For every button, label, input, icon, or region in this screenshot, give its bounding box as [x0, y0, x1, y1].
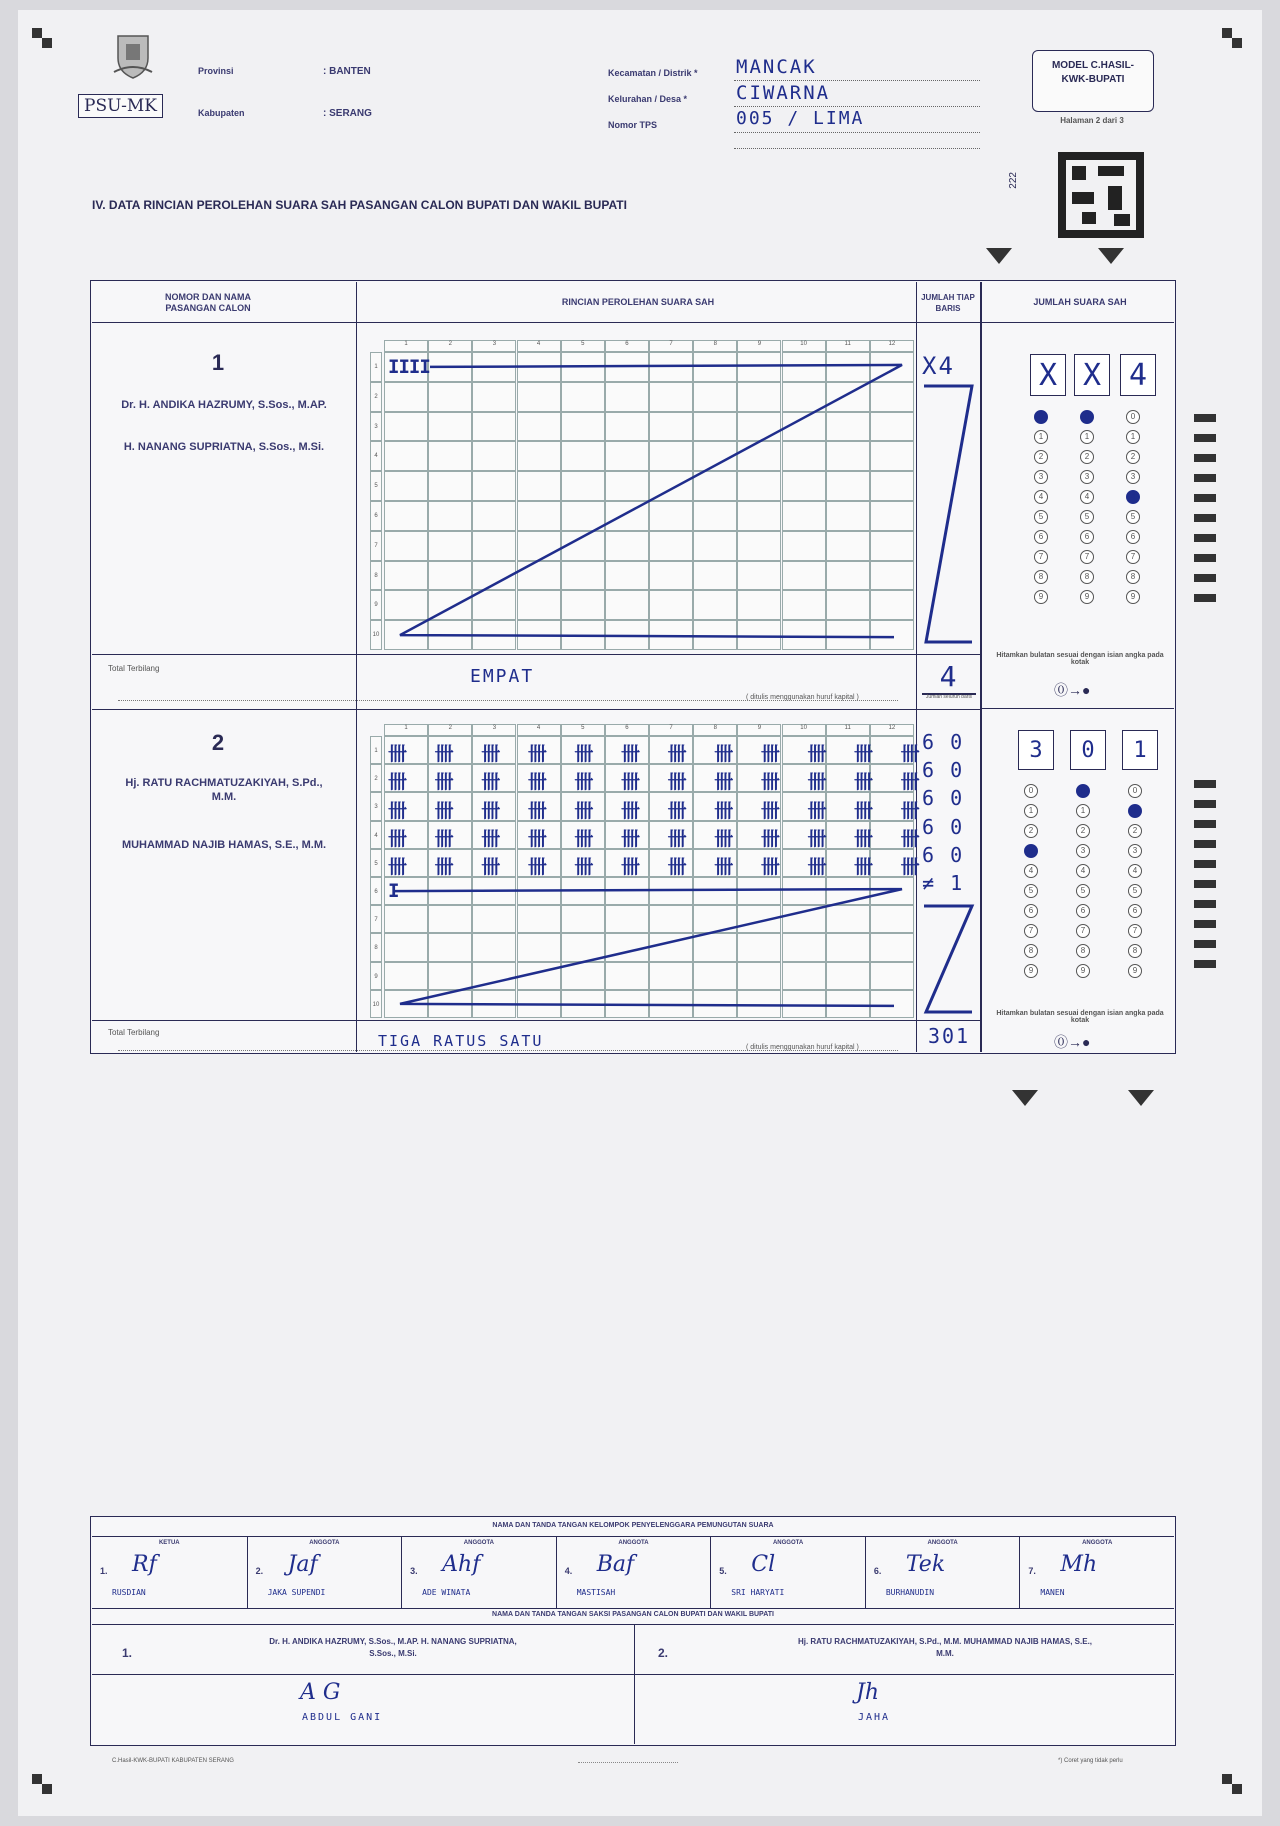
candidate-1-name-2: H. NANANG SUPRIATNA, S.Sos., M.Si.: [123, 441, 325, 453]
tally-marks: 卌 卌 卌 卌 卌 卌 卌 卌 卌 卌 卌 卌: [388, 799, 919, 822]
kpps-signature: Cl: [751, 1552, 776, 1577]
bubble-example: ⓪→●: [1054, 682, 1091, 698]
digit-bubble[interactable]: 3: [1076, 844, 1090, 858]
candidate-2-bubble-grid: [1024, 784, 1164, 984]
digit-bubble[interactable]: 3: [1080, 470, 1094, 484]
digit-bubble[interactable]: 7: [1024, 924, 1038, 938]
alignment-triangle: [1128, 1090, 1154, 1106]
candidate-2-tally-grid: [370, 724, 919, 1018]
timing-mark: [1194, 880, 1216, 888]
col-header-rincian: RINCIAN PEROLEHAN SUARA SAH: [561, 297, 715, 307]
form-paper: [18, 10, 1262, 1816]
digit-bubble[interactable]: 4: [1076, 864, 1090, 878]
timing-mark: [1194, 434, 1216, 442]
tally-marks: IIII: [388, 355, 430, 378]
col-header-jumlah-suara: JUMLAH SUARA SAH: [1033, 297, 1127, 307]
tally-marks: 卌 卌 卌 卌 卌 卌 卌 卌 卌 卌 卌 卌: [388, 743, 919, 766]
kpps-number: 5.: [719, 1566, 727, 1576]
digit-bubble[interactable]: 1: [1024, 804, 1038, 818]
kpps-role: ANGGOTA: [772, 1540, 804, 1546]
saksi-1-signature: A G: [300, 1680, 341, 1705]
grid-col-number: 1: [384, 340, 428, 352]
digit-bubble[interactable]: 4: [1126, 490, 1140, 504]
digit-text: 3: [1029, 737, 1043, 763]
digit-bubble[interactable]: 8: [1034, 570, 1048, 584]
tps-underline-2: [734, 148, 980, 149]
grid-row-number: 6: [370, 877, 382, 905]
digit-bubble[interactable]: 0: [1076, 784, 1090, 798]
saksi-2-pair: Hj. RATU RACHMATUZAKIYAH, S.Pd., M.M. MUHAMMAD NAJIB HAMAS, S.E., M.M.: [797, 1637, 1093, 1658]
kpps-role: KETUA: [158, 1540, 180, 1546]
kpps-signature-cell: [865, 1536, 1020, 1608]
saksi-name-divider: [92, 1674, 1174, 1675]
digit-bubble[interactable]: 4: [1024, 864, 1038, 878]
candidate-1-total-row: [92, 654, 980, 710]
timing-mark: [1194, 534, 1216, 542]
kpps-signature: Tek: [905, 1552, 946, 1577]
saksi-title: NAMA DAN TANDA TANGAN SAKSI PASANGAN CALON BUPATI DAN WAKIL BUPATI: [492, 1611, 774, 1618]
timing-marks: [1194, 780, 1216, 990]
digit-bubble[interactable]: 3: [1024, 844, 1038, 858]
digit-bubble[interactable]: 2: [1034, 450, 1048, 464]
qr-code: [1058, 152, 1144, 238]
tps-value: 005 / LIMA: [736, 108, 865, 129]
digit-bubble[interactable]: 0: [1024, 784, 1038, 798]
kpps-number: 1.: [100, 1566, 108, 1576]
digit-bubble[interactable]: 2: [1076, 824, 1090, 838]
candidate-2-name-1: Hj. RATU RACHMATUZAKIYAH, S.Pd., M.M.: [125, 777, 323, 803]
candidate-1-digit-units: [1120, 354, 1156, 396]
row-total: 6 0: [922, 842, 965, 867]
digit-bubble[interactable]: 7: [1034, 550, 1048, 564]
grid-row-number: 8: [370, 561, 382, 591]
candidate-1-bubble-hint: Hitamkan bulatan sesuai dengan isian angka pada kotak: [996, 652, 1164, 666]
kpps-role: ANGGOTA: [463, 1540, 495, 1546]
kpps-signature: Jaf: [287, 1552, 318, 1577]
grid-col-number: 3: [472, 724, 516, 736]
kpps-name: JAKA SUPENDI: [267, 1588, 326, 1597]
digit-bubble[interactable]: 8: [1024, 944, 1038, 958]
digit-text: X: [1038, 357, 1058, 393]
grid-row-number: 3: [370, 412, 382, 442]
grid-col-number: 10: [782, 340, 826, 352]
digit-bubble[interactable]: 5: [1126, 510, 1140, 524]
kabupaten-label: Kabupaten: [198, 108, 245, 118]
digit-bubble[interactable]: 2: [1024, 824, 1038, 838]
digit-bubble[interactable]: 5: [1034, 510, 1048, 524]
candidate-1-name-1: Dr. H. ANDIKA HAZRUMY, S.Sos., M.AP.: [121, 399, 327, 411]
tally-marks: 卌 卌 卌 卌 卌 卌 卌 卌 卌 卌 卌 卌: [388, 855, 919, 878]
grid-row-number: 7: [370, 531, 382, 561]
qr-code-number: 222: [1008, 172, 1019, 189]
kpps-number: 4.: [564, 1566, 573, 1576]
row-total: 6 0: [922, 814, 965, 839]
grid-row-number: 5: [370, 471, 382, 501]
digit-bubble[interactable]: 2: [1080, 450, 1094, 464]
tally-z-strike: [370, 340, 914, 650]
candidate-2-divider: [980, 708, 1174, 709]
bubble-example: ⓪→●: [1054, 1034, 1091, 1050]
corner-mark-top-left: [32, 28, 54, 50]
alignment-triangle: [1012, 1090, 1038, 1106]
grid-col-number: 5: [561, 340, 605, 352]
kpps-name: MANEN: [1040, 1588, 1065, 1597]
grid-row-number: 6: [370, 501, 382, 531]
col-header-candidate: NOMOR DAN NAMA PASANGAN CALON: [165, 292, 251, 313]
digit-bubble[interactable]: 7: [1126, 550, 1140, 564]
saksi-1-name: ABDUL GANI: [302, 1712, 383, 1723]
timing-mark: [1194, 554, 1216, 562]
kpps-signature-row: [92, 1536, 1174, 1608]
digit-bubble[interactable]: 0: [1128, 784, 1142, 798]
digit-bubble[interactable]: 7: [1080, 550, 1094, 564]
digit-bubble[interactable]: 6: [1076, 904, 1090, 918]
grid-row-number: 4: [370, 821, 382, 849]
timing-mark: [1194, 414, 1216, 422]
digit-bubble[interactable]: 7: [1076, 924, 1090, 938]
digit-bubble[interactable]: 3: [1034, 470, 1048, 484]
candidate-1-total-label: Total Terbilang: [108, 664, 160, 673]
grid-row-number: 2: [370, 382, 382, 412]
grid-col-number: 12: [870, 340, 914, 352]
row-total: 6 0: [922, 786, 965, 811]
kpps-role: ANGGOTA: [927, 1540, 958, 1546]
saksi-title-divider-2: [92, 1624, 1174, 1625]
grid-col-number: 5: [561, 724, 605, 736]
kpps-signature-cell: [247, 1536, 402, 1608]
digit-bubble[interactable]: 8: [1080, 570, 1094, 584]
kpps-name: BURHANUDIN: [885, 1588, 935, 1597]
digit-bubble[interactable]: 2: [1126, 450, 1140, 464]
candidate-2-total-label: Total Terbilang: [108, 1028, 160, 1037]
digit-bubble[interactable]: 9: [1034, 590, 1048, 604]
digit-text: X: [1082, 357, 1102, 393]
grid-row-number: 9: [370, 962, 382, 990]
timing-mark: [1194, 594, 1216, 602]
grid-row-number: 4: [370, 441, 382, 471]
kpps-number: 7.: [1028, 1566, 1036, 1576]
kpps-signature-cell: [1019, 1536, 1174, 1608]
grid-col-number: 2: [428, 340, 472, 352]
digit-text: 0: [1081, 737, 1095, 763]
candidate-2-z-strike-totals: [918, 900, 978, 1018]
grid-row-number: 10: [370, 620, 382, 650]
grid-col-number: 6: [605, 724, 649, 736]
grid-row-number: 10: [370, 990, 382, 1018]
tally-marks: 卌 卌 卌 卌 卌 卌 卌 卌 卌 卌 卌 卌: [388, 827, 919, 850]
digit-bubble[interactable]: 9: [1128, 964, 1142, 978]
grid-col-number: 10: [782, 724, 826, 736]
digit-bubble[interactable]: 0: [1034, 410, 1048, 424]
grid-col-number: 6: [605, 340, 649, 352]
candidate-2-total-words: TIGA RATUS SATU: [378, 1032, 544, 1050]
timing-mark: [1194, 900, 1216, 908]
digit-bubble[interactable]: 6: [1128, 904, 1142, 918]
kpps-name: MASTISAH: [576, 1588, 616, 1597]
kelurahan-underline: [734, 106, 980, 107]
grid-col-number: 1: [384, 724, 428, 736]
saksi-2-signature: Jh: [856, 1680, 879, 1705]
timing-mark: [1194, 960, 1216, 968]
alignment-triangle: [986, 248, 1012, 264]
grid-row-number: 1: [370, 736, 382, 764]
grid-row-number: 7: [370, 905, 382, 933]
kpps-signature: Baf: [596, 1552, 635, 1577]
tally-marks: I: [388, 880, 399, 903]
digit-bubble[interactable]: 9: [1080, 590, 1094, 604]
tally-z-strike: [370, 724, 914, 1018]
digit-bubble[interactable]: 1: [1034, 430, 1048, 444]
kpps-name: RUSDIAN: [112, 1588, 146, 1597]
kpps-number: 3.: [410, 1566, 418, 1576]
tps-underline: [734, 132, 980, 133]
kpps-signature: Ahf: [442, 1552, 481, 1577]
kpps-title: NAMA DAN TANDA TANGAN KELOMPOK PENYELENGGARA PEMUNGUTAN SUARA: [492, 1522, 774, 1529]
grid-row-number: 5: [370, 849, 382, 877]
kpps-role: ANGGOTA: [618, 1540, 649, 1546]
candidate-1-z-strike-totals: [918, 380, 978, 650]
corner-mark-top-right: [1222, 28, 1244, 50]
grid-col-number: 7: [649, 724, 693, 736]
kpps-role: ANGGOTA: [1082, 1540, 1113, 1546]
candidate-1-total-hint: ( ditulis menggunakan huruf kapital ): [746, 694, 859, 701]
kpps-name: ADE WINATA: [422, 1588, 471, 1597]
candidate-1-total-line: [118, 700, 898, 701]
grid-col-number: 7: [649, 340, 693, 352]
saksi-mid-divider: [634, 1624, 635, 1744]
kpps-name: SRI HARYATI: [731, 1588, 785, 1597]
corner-mark-bottom-right: [1222, 1774, 1244, 1796]
digit-bubble[interactable]: 6: [1126, 530, 1140, 544]
digit-bubble[interactable]: 3: [1128, 844, 1142, 858]
alignment-triangle: [1098, 248, 1124, 264]
saksi-title-divider: [92, 1608, 1174, 1609]
kpps-signature-cell: [710, 1536, 865, 1608]
grid-row-number: 3: [370, 792, 382, 820]
digit-bubble[interactable]: 8: [1126, 570, 1140, 584]
row-total: 6 0: [922, 730, 965, 754]
grid-row-number: 2: [370, 764, 382, 792]
candidate-1-total-number: 4: [922, 660, 976, 695]
candidate-2-digit-hundreds: [1018, 730, 1054, 770]
kpps-signature-cell: [401, 1536, 556, 1608]
emblem-logo: [110, 32, 156, 80]
digit-bubble[interactable]: 1: [1126, 430, 1140, 444]
digit-bubble[interactable]: 1: [1080, 430, 1094, 444]
timing-mark: [1194, 800, 1216, 808]
saksi-2-name: JAHA: [858, 1712, 891, 1723]
timing-mark: [1194, 940, 1216, 948]
grid-col-number: 4: [517, 724, 561, 736]
candidate-1-total-words: EMPAT: [470, 666, 535, 687]
digit-bubble[interactable]: 8: [1076, 944, 1090, 958]
kabupaten-value: : SERANG: [323, 108, 372, 119]
timing-mark: [1194, 474, 1216, 482]
timing-mark: [1194, 574, 1216, 582]
kelurahan-label: Kelurahan / Desa *: [608, 94, 688, 104]
digit-bubble[interactable]: 0: [1080, 410, 1094, 424]
kpps-number: 2.: [255, 1566, 264, 1576]
kelurahan-value: CIWARNA: [736, 82, 831, 104]
digit-bubble[interactable]: 1: [1076, 804, 1090, 818]
grid-row-number: 8: [370, 933, 382, 961]
digit-text: 1: [1133, 737, 1147, 763]
grid-col-number: 3: [472, 340, 516, 352]
section-title: IV. DATA RINCIAN PEROLEHAN SUARA SAH PASANGAN CALON BUPATI DAN WAKIL BUPATI: [92, 198, 627, 212]
digit-bubble[interactable]: 4: [1034, 490, 1048, 504]
digit-bubble[interactable]: 9: [1126, 590, 1140, 604]
row-total: 6 0: [922, 758, 965, 783]
kpps-number: 6.: [873, 1566, 882, 1576]
row-total: ≠ 1: [922, 871, 965, 895]
corner-mark-bottom-left: [32, 1774, 54, 1796]
provinsi-value: : BANTEN: [323, 66, 371, 77]
digit-bubble[interactable]: 4: [1080, 490, 1094, 504]
grid-col-number: 12: [870, 724, 914, 736]
digit-bubble[interactable]: 5: [1080, 510, 1094, 524]
digit-bubble[interactable]: 6: [1034, 530, 1048, 544]
col-header-jumlah-baris: JUMLAH TIAP BARIS: [921, 293, 975, 313]
grid-col-number: 2: [428, 724, 472, 736]
kpps-role: ANGGOTA: [309, 1540, 340, 1546]
grid-col-number: 9: [737, 340, 781, 352]
grid-row-number: 9: [370, 590, 382, 620]
grid-col-number: 9: [737, 724, 781, 736]
provinsi-label: Provinsi: [198, 66, 234, 76]
digit-bubble[interactable]: 8: [1128, 944, 1142, 958]
timing-mark: [1194, 514, 1216, 522]
kpps-signature: Rf: [132, 1552, 157, 1577]
grid-col-number: 4: [517, 340, 561, 352]
candidate-2-digit-units: [1122, 730, 1158, 770]
grid-col-number: 8: [693, 340, 737, 352]
candidate-2-total-line: [118, 1050, 898, 1051]
timing-mark: [1194, 820, 1216, 828]
kpps-signature-cell: [556, 1536, 711, 1608]
candidate-1-bubble-grid: [1034, 410, 1164, 610]
digit-bubble[interactable]: 5: [1076, 884, 1090, 898]
candidate-1-jumlah-hint: Jumlah seluruh baris: [925, 694, 973, 700]
timing-marks: [1194, 414, 1216, 614]
grid-row-number: 1: [370, 352, 382, 382]
digit-bubble[interactable]: 7: [1128, 924, 1142, 938]
digit-bubble[interactable]: 1: [1128, 804, 1142, 818]
digit-bubble[interactable]: 9: [1024, 964, 1038, 978]
digit-bubble[interactable]: 0: [1126, 410, 1140, 424]
footer-left: C.Hasil-KWK-BUPATI KABUPATEN SERANG: [112, 1758, 234, 1764]
grid-col-number: 8: [693, 724, 737, 736]
digit-bubble[interactable]: 3: [1126, 470, 1140, 484]
tally-marks: 卌 卌 卌 卌 卌 卌 卌 卌 卌 卌 卌 卌: [388, 771, 919, 794]
saksi-1-pair: Dr. H. ANDIKA HAZRUMY, S.Sos., M.AP. H. NANANG SUPRIATNA, S.Sos., M.Si.: [269, 1637, 517, 1658]
digit-bubble[interactable]: 4: [1128, 864, 1142, 878]
digit-bubble[interactable]: 9: [1076, 964, 1090, 978]
kecamatan-label: Kecamatan / Distrik *: [608, 68, 698, 78]
saksi-2-number: 2.: [658, 1646, 669, 1660]
digit-bubble[interactable]: 5: [1128, 884, 1142, 898]
digit-bubble[interactable]: 6: [1024, 904, 1038, 918]
timing-mark: [1194, 840, 1216, 848]
grid-col-number: 11: [826, 340, 870, 352]
footer-right: *) Coret yang tidak perlu: [1058, 1758, 1123, 1764]
candidate-2-total-number: 301: [927, 1024, 971, 1048]
model-title-box: [1032, 50, 1154, 112]
kecamatan-underline: [734, 80, 980, 81]
timing-mark: [1194, 860, 1216, 868]
saksi-1-number: 1.: [122, 1646, 133, 1660]
candidate-1-number: 1: [211, 350, 225, 375]
candidate-2-bubble-hint: Hitamkan bulatan sesuai dengan isian angka pada kotak: [996, 1010, 1164, 1024]
digit-text: 4: [1128, 357, 1148, 393]
digit-bubble[interactable]: 5: [1024, 884, 1038, 898]
timing-mark: [1194, 494, 1216, 502]
candidate-1-digit-tens: [1074, 354, 1110, 396]
tps-label: Nomor TPS: [608, 120, 658, 130]
candidate-2-name-2: MUHAMMAD NAJIB HAMAS, S.E., M.M.: [121, 839, 327, 851]
psu-label: PSU-MK: [78, 94, 163, 118]
candidate-2-total-hint: ( ditulis menggunakan huruf kapital ): [746, 1044, 859, 1051]
kecamatan-value: MANCAK: [736, 56, 817, 78]
candidate-1-tally-grid: [370, 340, 914, 650]
grid-col-number: 11: [826, 724, 870, 736]
digit-bubble[interactable]: 2: [1128, 824, 1142, 838]
candidate-1-digit-hundreds: [1030, 354, 1066, 396]
page-info: Halaman 2 dari 3: [1060, 116, 1124, 125]
candidate-2-number: 2: [211, 730, 225, 755]
footer-center-line: [578, 1762, 678, 1763]
candidate-2-digit-tens: [1070, 730, 1106, 770]
timing-mark: [1194, 454, 1216, 462]
kpps-signature-cell: [92, 1536, 247, 1608]
timing-mark: [1194, 920, 1216, 928]
col-divider: [980, 282, 982, 1052]
candidate-1-row-total: X4: [922, 352, 955, 380]
model-title: MODEL C.HASIL-KWK-BUPATI: [1051, 60, 1135, 85]
kpps-signature: Mh: [1060, 1552, 1098, 1577]
digit-bubble[interactable]: 6: [1080, 530, 1094, 544]
timing-mark: [1194, 780, 1216, 788]
